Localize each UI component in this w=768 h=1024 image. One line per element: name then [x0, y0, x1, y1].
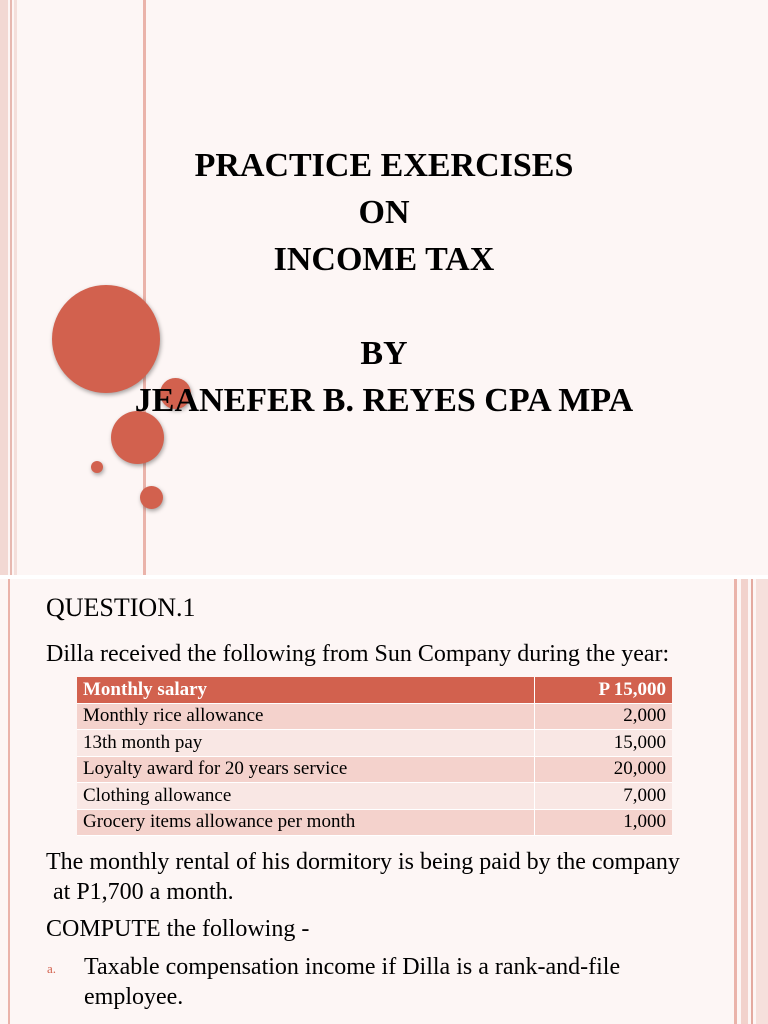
table-row	[77, 730, 672, 757]
table-cell-amount: 20,000	[535, 756, 673, 783]
table-row	[77, 809, 672, 836]
table-cell-item: Monthly rice allowance	[77, 703, 535, 730]
table-cell-amount: 2,000	[535, 703, 673, 730]
question-intro: Dilla received the following from Sun Company during the year:	[46, 641, 670, 667]
table-cell-amount: 1,000	[535, 809, 673, 836]
left-edge-line	[8, 579, 10, 1024]
right-stripe-line-1	[734, 579, 737, 1024]
rental-line-1: The monthly rental of his dormitory is being paid by the company	[46, 849, 680, 875]
title-line-1: PRACTICE EXERCISES	[194, 147, 574, 184]
table-cell-item: 13th month pay	[77, 730, 535, 757]
table-row	[77, 756, 672, 783]
rental-paragraph	[46, 847, 736, 907]
table-cell-item: Grocery items allowance per month	[77, 809, 535, 836]
list-item-a-line-1: Taxable compensation income if Dilla is a rank-and-file	[84, 954, 621, 980]
title-spacer	[0, 283, 768, 330]
rental-line-2: at P1,700 a month.	[53, 879, 234, 905]
compute-heading: COMPUTE the following -	[46, 916, 310, 942]
title-line-2: ON	[358, 194, 410, 231]
table-cell-item: Monthly salary	[77, 677, 535, 703]
compensation-table	[77, 677, 672, 836]
table-cell-amount: 15,000	[535, 730, 673, 757]
right-stripe-band	[741, 579, 748, 1024]
right-stripe-line-2	[751, 579, 753, 1024]
small-circle-lower	[140, 486, 163, 509]
table-row	[77, 783, 672, 810]
table-header-row	[77, 677, 672, 703]
author-name: JEANEFER B. REYES CPA MPA	[134, 382, 634, 419]
slide-title	[0, 142, 768, 424]
list-item-a	[84, 952, 724, 1012]
title-line-3: INCOME TAX	[273, 241, 495, 278]
tiny-circle	[91, 461, 103, 473]
right-stripe-band-2	[756, 579, 768, 1024]
table-cell-amount: P 15,000	[535, 677, 673, 703]
table-row	[77, 703, 672, 730]
list-marker-a: a.	[47, 961, 57, 976]
by-label: BY	[360, 335, 408, 372]
table-cell-amount: 7,000	[535, 783, 673, 810]
question-title: QUESTION.1	[46, 593, 196, 622]
table-cell-item: Loyalty award for 20 years service	[77, 756, 535, 783]
table-cell-item: Clothing allowance	[77, 783, 535, 810]
list-item-a-line-2: employee.	[84, 984, 184, 1010]
question-slide	[0, 579, 768, 1024]
